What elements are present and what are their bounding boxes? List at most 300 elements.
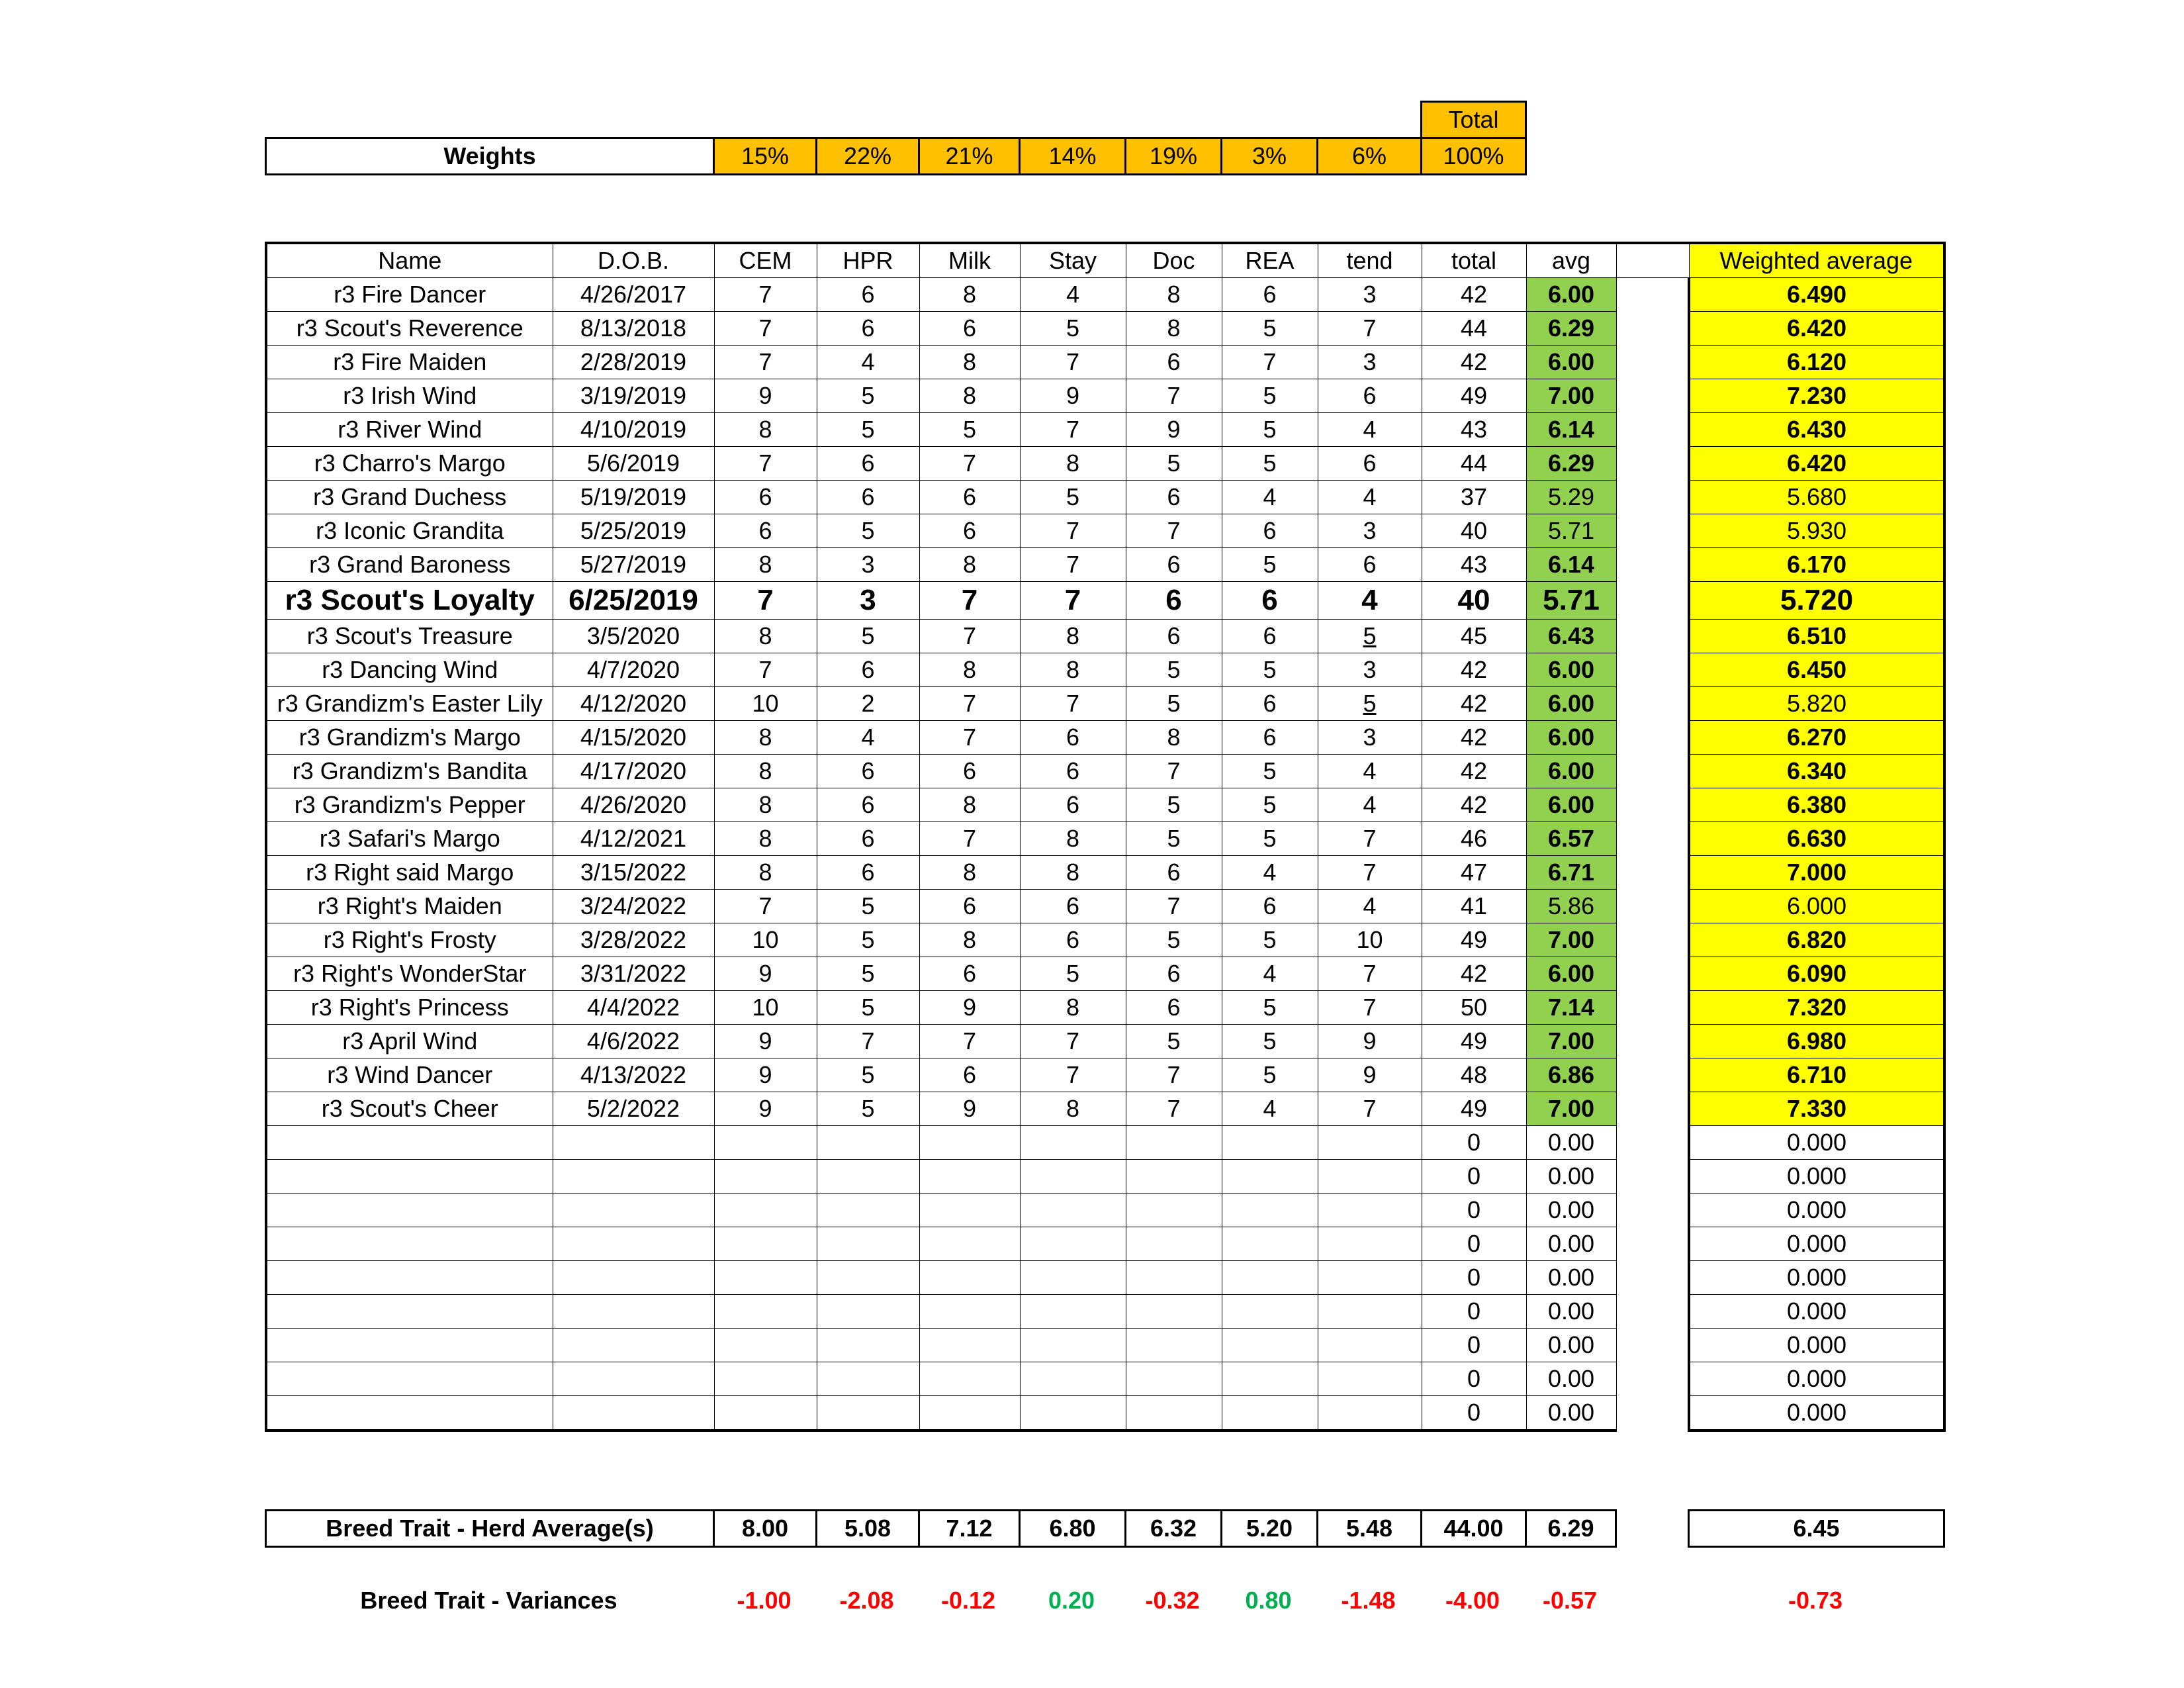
cell-doc: 8: [1126, 278, 1222, 312]
cell-spacer: [1616, 481, 1689, 514]
cell-cem: 8: [714, 620, 817, 653]
weight-cem: 15%: [714, 138, 817, 175]
cell-hpr: 3: [817, 548, 919, 582]
cattle-trait-table: [265, 242, 1946, 1432]
cell-avg: 0.00: [1526, 1126, 1616, 1160]
cell-rea: [1222, 1160, 1318, 1194]
cell-dob: 4/17/2020: [553, 755, 714, 788]
cell-stay: 7: [1020, 582, 1126, 620]
herd-average-rea: 5.20: [1222, 1511, 1318, 1547]
cell-avg: 0.00: [1526, 1194, 1616, 1227]
cell-total: 0: [1422, 1261, 1526, 1295]
cell-total: 0: [1422, 1194, 1526, 1227]
cell-hpr: 4: [817, 721, 919, 755]
cell-name: r3 Dancing Wind: [266, 653, 553, 687]
cell-weighted-average: 0.000: [1689, 1261, 1944, 1295]
cell-weighted-average: 7.230: [1689, 379, 1944, 413]
cell-milk: 6: [919, 957, 1020, 991]
cell-spacer: [1616, 514, 1689, 548]
cell-rea: 6: [1222, 620, 1318, 653]
cell-name: r3 Grand Baroness: [266, 548, 553, 582]
cell-spacer: [1616, 890, 1689, 923]
cell-doc: [1126, 1295, 1222, 1329]
cell-avg: 0.00: [1526, 1295, 1616, 1329]
table-row: [266, 447, 1944, 481]
cell-tend: [1318, 1396, 1422, 1431]
cell-cem: 7: [714, 653, 817, 687]
herd-average-row: [266, 1511, 1944, 1547]
cell-spacer: [1616, 957, 1689, 991]
cell-stay: 9: [1020, 379, 1126, 413]
cell-spacer: [1616, 1126, 1689, 1160]
cell-stay: [1020, 1227, 1126, 1261]
cell-rea: [1222, 1227, 1318, 1261]
cell-name: r3 Grandizm's Easter Lily: [266, 687, 553, 721]
cell-stay: 7: [1020, 1058, 1126, 1092]
cell-hpr: 6: [817, 278, 919, 312]
cell-milk: [919, 1396, 1020, 1431]
table-row: [266, 346, 1944, 379]
cell-spacer: [1616, 1396, 1689, 1431]
cell-milk: 9: [919, 991, 1020, 1025]
cell-stay: 8: [1020, 653, 1126, 687]
cell-hpr: 7: [817, 1025, 919, 1058]
cell-stay: 7: [1020, 687, 1126, 721]
cell-weighted-average: 5.680: [1689, 481, 1944, 514]
table-row: [266, 822, 1944, 856]
cell-milk: 8: [919, 278, 1020, 312]
table-row: [266, 1058, 1944, 1092]
cell-weighted-average: 0.000: [1689, 1329, 1944, 1362]
cell-rea: [1222, 1261, 1318, 1295]
variance-total: -4.00: [1445, 1587, 1500, 1614]
cell-stay: 7: [1020, 1025, 1126, 1058]
cell-total: 49: [1422, 1025, 1526, 1058]
cell-hpr: 5: [817, 413, 919, 447]
cell-doc: 6: [1126, 548, 1222, 582]
cell-avg: 7.14: [1526, 991, 1616, 1025]
cell-doc: [1126, 1194, 1222, 1227]
cell-total: 42: [1422, 278, 1526, 312]
cell-spacer: [1616, 856, 1689, 890]
cell-total: 42: [1422, 788, 1526, 822]
table-row: [266, 1396, 1944, 1431]
cell-doc: 6: [1126, 991, 1222, 1025]
cell-avg: 6.14: [1526, 548, 1616, 582]
cell-doc: [1126, 1362, 1222, 1396]
cell-rea: 6: [1222, 687, 1318, 721]
cell-milk: 6: [919, 890, 1020, 923]
cell-milk: 8: [919, 346, 1020, 379]
cell-doc: 6: [1126, 620, 1222, 653]
cell-stay: [1020, 1160, 1126, 1194]
cell-dob: [553, 1396, 714, 1431]
table-row: [266, 890, 1944, 923]
cell-cem: 9: [714, 1092, 817, 1126]
cell-tend: [1318, 1194, 1422, 1227]
variance-milk: -0.12: [940, 1587, 996, 1614]
cell-spacer: [1616, 991, 1689, 1025]
cell-weighted-average: 6.490: [1689, 278, 1944, 312]
cell-cem: [714, 1160, 817, 1194]
cell-hpr: [817, 1261, 919, 1295]
cell-spacer: [1616, 1329, 1689, 1362]
cell-doc: 5: [1126, 1025, 1222, 1058]
cell-name: r3 Grand Duchess: [266, 481, 553, 514]
cell-avg: 0.00: [1526, 1396, 1616, 1431]
cell-doc: 5: [1126, 788, 1222, 822]
cell-dob: 5/27/2019: [553, 548, 714, 582]
cell-hpr: 5: [817, 620, 919, 653]
cell-name: [266, 1194, 553, 1227]
table-row: [266, 856, 1944, 890]
cell-spacer: [1616, 923, 1689, 957]
cell-avg: 0.00: [1526, 1329, 1616, 1362]
cell-stay: 5: [1020, 312, 1126, 346]
cell-name: r3 Right said Margo: [266, 856, 553, 890]
cell-total: 45: [1422, 620, 1526, 653]
cell-stay: 6: [1020, 923, 1126, 957]
cell-stay: [1020, 1194, 1126, 1227]
cell-doc: 8: [1126, 721, 1222, 755]
header-hpr: HPR: [817, 243, 919, 278]
cell-dob: 4/10/2019: [553, 413, 714, 447]
cell-avg: 0.00: [1526, 1160, 1616, 1194]
cell-tend: 5: [1318, 620, 1422, 653]
cell-weighted-average: 0.000: [1689, 1194, 1944, 1227]
cell-dob: 3/24/2022: [553, 890, 714, 923]
cell-dob: 4/12/2021: [553, 822, 714, 856]
cell-hpr: [817, 1295, 919, 1329]
variance-doc: -0.32: [1145, 1587, 1200, 1614]
herd-average-tend: 5.48: [1318, 1511, 1422, 1547]
header-doc: Doc: [1126, 243, 1222, 278]
cell-rea: 6: [1222, 582, 1318, 620]
cell-cem: 10: [714, 687, 817, 721]
cell-name: r3 Charro's Margo: [266, 447, 553, 481]
cell-rea: [1222, 1295, 1318, 1329]
cell-stay: 7: [1020, 413, 1126, 447]
cell-hpr: 6: [817, 312, 919, 346]
cell-dob: 5/6/2019: [553, 447, 714, 481]
cell-rea: [1222, 1329, 1318, 1362]
herd-average-milk: 7.12: [919, 1511, 1020, 1547]
cell-name: r3 Wind Dancer: [266, 1058, 553, 1092]
cell-weighted-average: 7.000: [1689, 856, 1944, 890]
cell-name: r3 Right's Maiden: [266, 890, 553, 923]
cell-total: 43: [1422, 413, 1526, 447]
cell-doc: 6: [1126, 582, 1222, 620]
cell-stay: 4: [1020, 278, 1126, 312]
cell-milk: 8: [919, 548, 1020, 582]
cell-cem: [714, 1329, 817, 1362]
cell-doc: 8: [1126, 312, 1222, 346]
cell-total: 49: [1422, 379, 1526, 413]
cell-doc: 5: [1126, 447, 1222, 481]
cell-total: 0: [1422, 1396, 1526, 1431]
cell-spacer: [1616, 278, 1689, 312]
cell-stay: [1020, 1126, 1126, 1160]
cell-milk: 7: [919, 721, 1020, 755]
cell-total: 37: [1422, 481, 1526, 514]
cell-spacer: [1616, 582, 1689, 620]
cell-stay: 7: [1020, 346, 1126, 379]
cell-dob: [553, 1329, 714, 1362]
cell-dob: 3/19/2019: [553, 379, 714, 413]
table-row: [266, 582, 1944, 620]
cell-avg: 6.14: [1526, 413, 1616, 447]
cell-dob: 4/13/2022: [553, 1058, 714, 1092]
cell-tend: 7: [1318, 856, 1422, 890]
cell-tend: 9: [1318, 1058, 1422, 1092]
cell-spacer: [1616, 379, 1689, 413]
table-row: [266, 1329, 1944, 1362]
cell-weighted-average: 6.170: [1689, 548, 1944, 582]
cell-avg: 6.00: [1526, 788, 1616, 822]
weight-milk: 21%: [919, 138, 1020, 175]
cell-spacer: [1616, 1092, 1689, 1126]
cell-cem: 8: [714, 413, 817, 447]
cell-total: 49: [1422, 923, 1526, 957]
cell-cem: 7: [714, 582, 817, 620]
cell-weighted-average: 6.340: [1689, 755, 1944, 788]
cell-dob: 4/15/2020: [553, 721, 714, 755]
cell-total: 42: [1422, 687, 1526, 721]
table-row: [266, 620, 1944, 653]
variance-cem: -1.00: [737, 1587, 792, 1614]
cell-spacer: [1616, 687, 1689, 721]
cell-total: 44: [1422, 312, 1526, 346]
table-row: [266, 481, 1944, 514]
cell-doc: 6: [1126, 856, 1222, 890]
cell-stay: 5: [1020, 481, 1126, 514]
cell-dob: 3/5/2020: [553, 620, 714, 653]
cell-milk: 5: [919, 413, 1020, 447]
cell-rea: 4: [1222, 481, 1318, 514]
cell-tend: 7: [1318, 957, 1422, 991]
table-row: [266, 991, 1944, 1025]
cell-dob: 4/4/2022: [553, 991, 714, 1025]
cell-stay: [1020, 1295, 1126, 1329]
header-cem: CEM: [714, 243, 817, 278]
cell-tend: [1318, 1126, 1422, 1160]
cell-rea: 5: [1222, 1058, 1318, 1092]
cell-cem: [714, 1126, 817, 1160]
weight-rea: 3%: [1222, 138, 1318, 175]
cell-doc: 7: [1126, 1058, 1222, 1092]
cell-tend: 7: [1318, 312, 1422, 346]
cell-tend: [1318, 1295, 1422, 1329]
variances-table: [265, 1583, 1943, 1618]
cell-weighted-average: 6.270: [1689, 721, 1944, 755]
cell-dob: 6/25/2019: [553, 582, 714, 620]
cell-avg: 6.00: [1526, 957, 1616, 991]
cell-cem: 7: [714, 312, 817, 346]
cell-rea: 5: [1222, 379, 1318, 413]
cell-rea: 5: [1222, 923, 1318, 957]
cell-cem: [714, 1362, 817, 1396]
cell-doc: [1126, 1227, 1222, 1261]
cell-total: 0: [1422, 1295, 1526, 1329]
cell-hpr: [817, 1362, 919, 1396]
cell-doc: [1126, 1160, 1222, 1194]
cell-stay: 8: [1020, 447, 1126, 481]
cell-total: 42: [1422, 653, 1526, 687]
variances-label: Breed Trait - Variances: [360, 1587, 617, 1614]
cell-cem: 7: [714, 447, 817, 481]
cell-spacer: [1616, 1058, 1689, 1092]
cell-stay: 8: [1020, 1092, 1126, 1126]
cell-rea: 4: [1222, 957, 1318, 991]
cell-hpr: 5: [817, 514, 919, 548]
herd-average-spacer: [1616, 1511, 1689, 1547]
cell-weighted-average: 0.000: [1689, 1126, 1944, 1160]
cell-tend: 6: [1318, 447, 1422, 481]
cell-dob: 3/15/2022: [553, 856, 714, 890]
cell-doc: 7: [1126, 379, 1222, 413]
cell-spacer: [1616, 653, 1689, 687]
cell-weighted-average: 6.090: [1689, 957, 1944, 991]
cell-weighted-average: 5.820: [1689, 687, 1944, 721]
cell-name: r3 Fire Dancer: [266, 278, 553, 312]
cell-weighted-average: 6.420: [1689, 312, 1944, 346]
cell-hpr: 5: [817, 923, 919, 957]
cell-stay: 8: [1020, 856, 1126, 890]
cell-tend: 9: [1318, 1025, 1422, 1058]
cell-total: 0: [1422, 1329, 1526, 1362]
table-row: [266, 312, 1944, 346]
cell-doc: [1126, 1261, 1222, 1295]
table-row: [266, 1126, 1944, 1160]
variance-spacer: [1615, 1583, 1688, 1618]
header-spacer: [1616, 243, 1689, 278]
cell-stay: [1020, 1396, 1126, 1431]
cell-weighted-average: 6.980: [1689, 1025, 1944, 1058]
cell-name: r3 Right's Princess: [266, 991, 553, 1025]
table-row: [266, 1092, 1944, 1126]
cell-tend: 7: [1318, 1092, 1422, 1126]
cell-hpr: 6: [817, 447, 919, 481]
cell-stay: 6: [1020, 755, 1126, 788]
cell-tend: [1318, 1261, 1422, 1295]
herd-average-total: 44.00: [1422, 1511, 1526, 1547]
cell-milk: 7: [919, 1025, 1020, 1058]
cell-hpr: 6: [817, 653, 919, 687]
cell-doc: 6: [1126, 346, 1222, 379]
cell-weighted-average: 7.320: [1689, 991, 1944, 1025]
cell-spacer: [1616, 620, 1689, 653]
cell-hpr: 6: [817, 481, 919, 514]
cell-spacer: [1616, 788, 1689, 822]
cell-avg: 6.00: [1526, 721, 1616, 755]
cell-total: 48: [1422, 1058, 1526, 1092]
herd-average-doc: 6.32: [1126, 1511, 1222, 1547]
cell-rea: 7: [1222, 346, 1318, 379]
cell-cem: 7: [714, 278, 817, 312]
cell-tend: 4: [1318, 481, 1422, 514]
cell-milk: 8: [919, 856, 1020, 890]
cell-doc: 5: [1126, 822, 1222, 856]
header-dob: D.O.B.: [553, 243, 714, 278]
header-rea: REA: [1222, 243, 1318, 278]
cell-doc: 5: [1126, 923, 1222, 957]
cell-milk: 7: [919, 822, 1020, 856]
cell-milk: 8: [919, 653, 1020, 687]
table-row: [266, 1295, 1944, 1329]
cell-total: 49: [1422, 1092, 1526, 1126]
cell-avg: 5.86: [1526, 890, 1616, 923]
weight-stay: 14%: [1020, 138, 1126, 175]
cell-avg: 6.29: [1526, 312, 1616, 346]
cell-cem: [714, 1396, 817, 1431]
cell-total: 0: [1422, 1227, 1526, 1261]
cell-total: 42: [1422, 346, 1526, 379]
cell-name: r3 Safari's Margo: [266, 822, 553, 856]
cell-milk: [919, 1194, 1020, 1227]
cell-cem: 10: [714, 991, 817, 1025]
cell-rea: 5: [1222, 447, 1318, 481]
cell-doc: 5: [1126, 687, 1222, 721]
cell-stay: 8: [1020, 991, 1126, 1025]
cell-name: r3 Irish Wind: [266, 379, 553, 413]
cell-dob: [553, 1295, 714, 1329]
cell-rea: 6: [1222, 514, 1318, 548]
cell-cem: 8: [714, 856, 817, 890]
table-row: [266, 1160, 1944, 1194]
cell-tend: 3: [1318, 278, 1422, 312]
cell-tend: 10: [1318, 923, 1422, 957]
herd-average-label: Breed Trait - Herd Average(s): [266, 1511, 714, 1547]
cell-weighted-average: 6.000: [1689, 890, 1944, 923]
cell-name: r3 Scout's Treasure: [266, 620, 553, 653]
cell-name: r3 April Wind: [266, 1025, 553, 1058]
cell-name: [266, 1160, 553, 1194]
cell-tend: 7: [1318, 991, 1422, 1025]
cell-cem: [714, 1227, 817, 1261]
header-total: total: [1422, 243, 1526, 278]
cell-weighted-average: 6.450: [1689, 653, 1944, 687]
cell-stay: 7: [1020, 548, 1126, 582]
cell-hpr: 6: [817, 822, 919, 856]
cell-avg: 6.00: [1526, 346, 1616, 379]
cell-weighted-average: 6.420: [1689, 447, 1944, 481]
cell-dob: 5/19/2019: [553, 481, 714, 514]
cell-rea: 5: [1222, 755, 1318, 788]
cell-milk: [919, 1160, 1020, 1194]
cell-dob: 3/28/2022: [553, 923, 714, 957]
cell-name: r3 Grandizm's Pepper: [266, 788, 553, 822]
cell-hpr: 5: [817, 1092, 919, 1126]
header-name: Name: [266, 243, 553, 278]
cell-rea: [1222, 1396, 1318, 1431]
cell-cem: [714, 1295, 817, 1329]
cell-hpr: 6: [817, 755, 919, 788]
cell-tend: 6: [1318, 379, 1422, 413]
cell-name: [266, 1227, 553, 1261]
cell-spacer: [1616, 1295, 1689, 1329]
cell-rea: [1222, 1362, 1318, 1396]
cell-name: [266, 1261, 553, 1295]
table-row: [266, 653, 1944, 687]
variances-row: [265, 1583, 1943, 1618]
cell-hpr: [817, 1396, 919, 1431]
cell-hpr: 4: [817, 346, 919, 379]
cell-spacer: [1616, 755, 1689, 788]
cell-rea: 6: [1222, 890, 1318, 923]
cell-dob: [553, 1160, 714, 1194]
herd-average-stay: 6.80: [1020, 1511, 1126, 1547]
cell-rea: 5: [1222, 822, 1318, 856]
